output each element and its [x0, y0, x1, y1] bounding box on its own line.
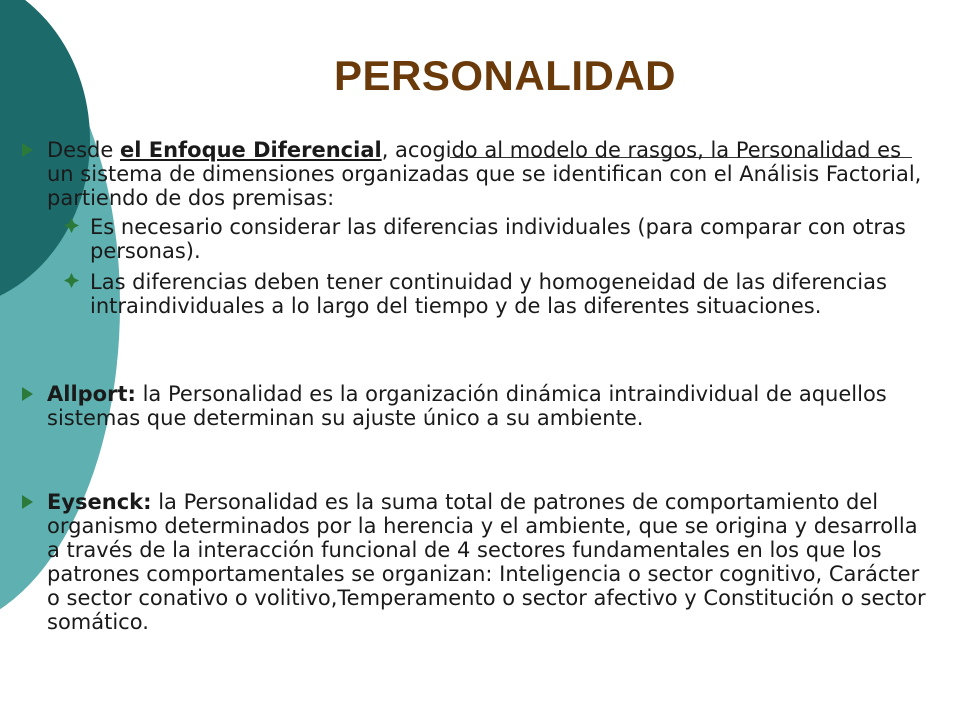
bullet-text: Eysenck: la Personalidad es la suma total de patrones de comportamiento del organismo determinados por la herencia y el ambiente, que se origina y desarrolla a través de la interacción funcional de 4 sectores fundamentales en los que los patrones comportamentales se organizan: Inteligencia o sector cognitivo, Carácter o sector conativo o volitivo,Temperamento o sector afectivo y Constitución o sector somático. — [47, 490, 926, 634]
diamond-bullet-icon — [64, 218, 79, 233]
slide-title: PERSONALIDAD — [333, 52, 677, 99]
arrow-right-icon — [22, 495, 33, 509]
sub-bullet-text: Las diferencias deben tener continuidad y homogeneidad de las diferencias intraindividuales a lo largo del tiempo y de las diferentes situaciones. — [90, 270, 887, 318]
bullet-text: Desde el Enfoque Diferencial, acogido al modelo de rasgos, la Personalidad es un sistema de dimensiones organizadas que se identifican con el Análisis Factorial, partiendo de dos premisas: — [47, 138, 922, 210]
bullet-text: Allport: la Personalidad es la organización dinámica intraindividual de aquellos sistemas que determinan su ajuste único a su ambiente. — [47, 382, 887, 430]
sub-bullet-text: Es necesario considerar las diferencias individuales (para comparar con otras personas). — [90, 215, 906, 263]
diamond-bullet-icon — [64, 273, 79, 288]
arrow-right-icon — [22, 143, 33, 157]
arrow-right-icon — [22, 387, 33, 401]
